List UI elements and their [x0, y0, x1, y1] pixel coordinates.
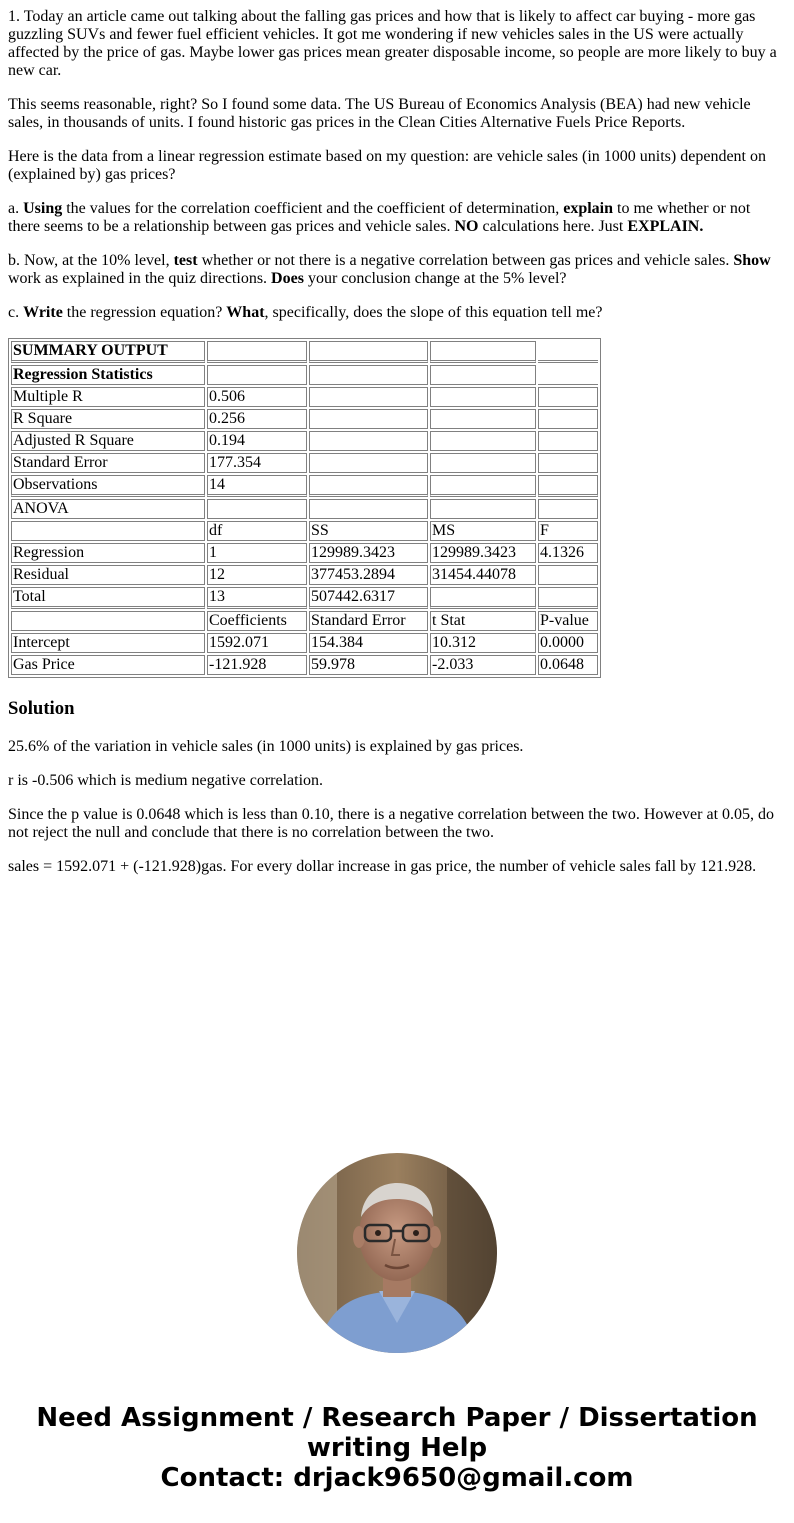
contact-email[interactable]: Contact: drjack9650@gmail.com: [160, 1463, 634, 1493]
table-row: Total 13 507442.6317: [11, 587, 598, 609]
question-intro: 1. Today an article came out talking about the falling gas prices and how that is likely to affect car buying - more gas guzzling SUVs and fewer fuel efficient vehicles. It got me wondering if new vehicles sales in the US were actually affected by the price of gas. Maybe lower gas prices mean greater disposable income, so people are more likely to buy a new car.: [8, 8, 777, 79]
anova-title: ANOVA: [11, 499, 205, 519]
question-part-a: a. Using the values for the correlation coefficient and the coefficient of determination, explain to me whether or not there seems to be a relationship between gas prices and vehicle sales. NO calculations here. Just EXPLAIN.: [8, 200, 751, 235]
main-content: [8, 8, 786, 892]
banner-line: Need Assignment / Research Paper / Dissertation: [36, 1403, 758, 1433]
table-row: Coefficients Standard Error t Stat P-value: [11, 611, 598, 631]
regression-summary-table: [8, 338, 601, 678]
table-row: [11, 499, 598, 519]
table-row: Gas Price -121.928 59.978 -2.033 0.0648: [11, 655, 598, 675]
regression-statistics-title: Regression Statistics: [11, 365, 205, 385]
table-row: [11, 341, 598, 363]
table-row: Regression 1 129989.3423 129989.3423 4.1326: [11, 543, 598, 563]
question-context: This seems reasonable, right? So I found some data. The US Bureau of Economics Analysis (BEA) had new vehicle sales, in thousands of units. I found historic gas prices in the Clean Cities Alternative Fuels Price Reports.: [8, 96, 751, 131]
summary-output-title: SUMMARY OUTPUT: [11, 341, 205, 363]
question-part-b: b. Now, at the 10% level, test whether or not there is a negative correlation between gas prices and vehicle sales. Show work as explained in the quiz directions. Does your conclusion change at the 5% level?: [8, 252, 771, 287]
banner-line: writing Help: [306, 1433, 488, 1463]
table-row: Intercept 1592.071 154.384 10.312 0.0000: [11, 633, 598, 653]
solution-line: sales = 1592.071 + (-121.928)gas. For every dollar increase in gas price, the number of vehicle sales fall by 121.928.: [8, 858, 757, 875]
table-row: Residual 12 377453.2894 31454.44078: [11, 565, 598, 585]
table-row: Adjusted R Square 0.194: [11, 431, 598, 451]
question-prompt: Here is the data from a linear regression estimate based on my question: are vehicle sales (in 1000 units) dependent on (explained by) gas prices?: [8, 148, 766, 183]
table-row: R Square 0.256: [11, 409, 598, 429]
table-row: [11, 365, 598, 385]
solution-line: r is -0.506 which is medium negative correlation.: [8, 772, 324, 789]
solution-line: Since the p value is 0.0648 which is less than 0.10, there is a negative correlation between the two. However at 0.05, do not reject the null and conclude that there is no correlation between the two.: [8, 806, 775, 841]
question-part-c: c. Write the regression equation? What, specifically, does the slope of this equation tell me?: [8, 304, 603, 321]
table-row: Multiple R 0.506: [11, 387, 598, 407]
solution-line: 25.6% of the variation in vehicle sales (in 1000 units) is explained by gas prices.: [8, 738, 524, 755]
author-portrait-icon: [297, 1153, 497, 1353]
table-row: Standard Error 177.354: [11, 453, 598, 473]
avatar: [297, 1153, 497, 1353]
table-row: Observations 14: [11, 475, 598, 497]
help-contact-banner: [0, 1403, 794, 1493]
solution-heading: Solution: [8, 698, 75, 719]
table-row: df SS MS F: [11, 521, 598, 541]
